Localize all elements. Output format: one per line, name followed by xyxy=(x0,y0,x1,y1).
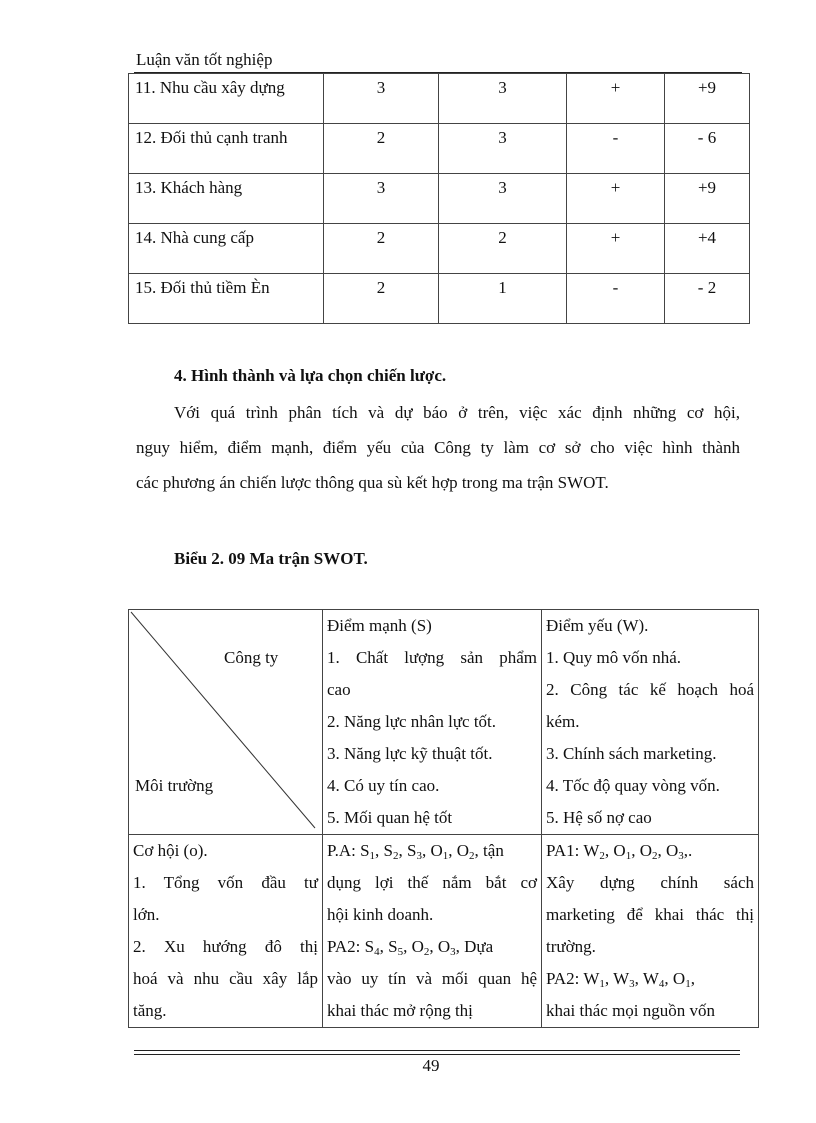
wo-strategy-line: trường. xyxy=(546,937,596,956)
swot-factor: $W_3$ xyxy=(613,969,635,990)
factor-score: - 6 xyxy=(665,124,750,174)
weakness-line: 5. Hệ số nợ cao xyxy=(546,808,652,827)
weakness-line: 3. Chính sách marketing. xyxy=(546,744,717,763)
so-strategy-line xyxy=(327,931,537,963)
opportunity-line: 1. Tổng vốn đầu tư xyxy=(133,873,318,892)
weakness-line: kém. xyxy=(546,712,580,731)
footer-rule xyxy=(134,1050,740,1051)
swot-factor: $S_1$ xyxy=(360,841,376,862)
factor-score: +9 xyxy=(665,74,750,124)
table-row xyxy=(129,174,750,224)
swot-corner-company: Công ty xyxy=(224,648,279,667)
strength-line: 1. Chất lượng sản phẩm xyxy=(327,648,537,667)
strength-line: 3. Năng lực kỹ thuật tốt. xyxy=(327,744,493,763)
strength-line: 2. Năng lực nhân lực tốt. xyxy=(327,712,497,731)
factor-value: 2 xyxy=(324,124,439,174)
so-prefix: PA2: xyxy=(327,937,361,956)
swot-factor: $O_3$ xyxy=(665,841,684,862)
wo-strategy-line: Xây dựng chính sách xyxy=(546,873,754,892)
opportunity-line: tăng. xyxy=(133,1001,167,1020)
so-factor-list: $S_4$, $S_5$, $O_2$, $O_3$, xyxy=(364,937,460,958)
wo-factor-list: $W_1$, $W_3$, $W_4$, $O_1$, xyxy=(583,969,695,990)
factor-sign: + xyxy=(567,74,665,124)
so-strategy-line xyxy=(327,835,537,867)
wo-strategy-line: khai thác mọi nguồn vốn xyxy=(546,1001,716,1020)
swot-factor: $S_2$ xyxy=(383,841,399,862)
opportunity-line: lớn. xyxy=(133,905,160,924)
swot-factor: $O_2$ xyxy=(456,841,475,862)
paragraph-line: các phương án chiến lược thông qua sù kết hợp trong ma trận SWOT. xyxy=(136,473,609,492)
table-row xyxy=(129,274,750,324)
factor-sign: - xyxy=(567,124,665,174)
strength-line: cao xyxy=(327,680,351,699)
footer-rule xyxy=(134,1054,740,1055)
wo-strategy-line xyxy=(546,963,754,995)
paragraph-line: nguy hiểm, điểm mạnh, điểm yếu của Công ty làm cơ sở cho việc hình thành xyxy=(136,438,740,457)
so-suffix: tận xyxy=(483,841,504,860)
swot-so-cell xyxy=(323,835,542,1028)
factor-name: 11. Nhu cầu xây dựng xyxy=(129,74,324,124)
factor-value: 2 xyxy=(439,224,567,274)
weakness-line: Điểm yếu (W). xyxy=(546,616,649,635)
factor-value: 1 xyxy=(439,274,567,324)
swot-factor: $S_3$ xyxy=(407,841,422,862)
wo-prefix: PA2: xyxy=(546,969,580,988)
opportunity-line: Cơ hội (o). xyxy=(133,841,208,860)
factor-name: 15. Đối thủ tiềm Èn xyxy=(129,274,324,324)
swot-corner-environment: Môi trường xyxy=(135,776,214,795)
factor-score: - 2 xyxy=(665,274,750,324)
strength-line: 4. Có uy tín cao. xyxy=(327,776,440,795)
swot-corner-cell xyxy=(129,610,323,835)
table-row xyxy=(129,74,750,124)
swot-factor: $O_1$ xyxy=(430,841,449,862)
swot-factor: $O_1$ xyxy=(672,969,691,990)
factor-name: 13. Khách hàng xyxy=(129,174,324,224)
strength-line: Điểm mạnh (S) xyxy=(327,616,432,635)
swot-factor: $S_5$ xyxy=(388,937,404,958)
factor-name: 14. Nhà cung cấp xyxy=(129,224,324,274)
wo-strategy-line xyxy=(546,835,754,867)
swot-factor: $O_2$ xyxy=(639,841,658,862)
opportunity-line: hoá và nhu cầu xây lắp xyxy=(133,969,318,988)
swot-matrix xyxy=(128,609,759,1028)
table-row xyxy=(129,610,759,835)
opportunity-line: 2. Xu hướng đô thị xyxy=(133,937,318,956)
factor-score: +9 xyxy=(665,174,750,224)
swot-factor: $O_2$ xyxy=(411,937,430,958)
swot-factor: $O_1$ xyxy=(613,841,632,862)
swot-factor: $W_4$ xyxy=(642,969,665,990)
wo-strategy-line: marketing để khai thác thị xyxy=(546,905,754,924)
weakness-line: 2. Công tác kế hoạch hoá xyxy=(546,680,754,699)
so-factor-list: $S_1$, $S_2$, $S_3$, $O_1$, $O_2$, xyxy=(360,841,479,862)
factor-name: 12. Đối thủ cạnh tranh xyxy=(129,124,324,174)
swot-factor: $W_1$ xyxy=(583,969,605,990)
factor-score: +4 xyxy=(665,224,750,274)
factor-value: 3 xyxy=(324,174,439,224)
strength-line: 5. Mối quan hệ tốt xyxy=(327,808,453,827)
page-header-title: Luận văn tốt nghiệp xyxy=(136,50,273,69)
wo-factor-list: $W_2$, $O_1$, $O_2$, $O_3$,. xyxy=(583,841,693,862)
factor-sign: - xyxy=(567,274,665,324)
so-strategy-line: khai thác mở rộng thị xyxy=(327,1001,473,1020)
so-strategy-line: hội kinh doanh. xyxy=(327,905,434,924)
table-row xyxy=(129,835,759,1028)
factor-value: 3 xyxy=(324,74,439,124)
factor-value: 2 xyxy=(324,274,439,324)
factor-value: 2 xyxy=(324,224,439,274)
factor-value: 3 xyxy=(439,124,567,174)
swot-strengths-cell xyxy=(323,610,542,835)
swot-weaknesses-cell xyxy=(542,610,759,835)
swot-factor: $S_4$ xyxy=(364,937,380,958)
factor-sign: + xyxy=(567,224,665,274)
paragraph-line: Với quá trình phân tích và dự báo ở trên, việc xác định những cơ hội, xyxy=(174,403,740,422)
so-prefix: P.A: xyxy=(327,841,356,860)
swot-opportunities-cell xyxy=(129,835,323,1028)
wo-prefix: PA1: xyxy=(546,841,580,860)
so-strategy-line: vào uy tín và mối quan hệ xyxy=(327,969,537,988)
so-suffix: Dựa xyxy=(464,937,494,956)
swot-wo-cell xyxy=(542,835,759,1028)
swot-factor: $O_3$ xyxy=(437,937,456,958)
factor-value: 3 xyxy=(439,174,567,224)
factor-score-table xyxy=(128,73,750,324)
so-strategy-line: dụng lợi thế nắm bắt cơ xyxy=(327,873,537,892)
figure-title: Biểu 2. 09 Ma trận SWOT. xyxy=(174,549,368,568)
section-heading: 4. Hình thành và lựa chọn chiến lược. xyxy=(174,366,447,385)
table-row xyxy=(129,224,750,274)
swot-factor: $W_2$ xyxy=(583,841,605,862)
weakness-line: 4. Tốc độ quay vòng vốn. xyxy=(546,776,720,795)
weakness-line: 1. Quy mô vốn nhá. xyxy=(546,648,682,667)
section-paragraph xyxy=(136,395,740,500)
table-row xyxy=(129,124,750,174)
page-number: 49 xyxy=(422,1056,440,1075)
factor-sign: + xyxy=(567,174,665,224)
factor-value: 3 xyxy=(439,74,567,124)
